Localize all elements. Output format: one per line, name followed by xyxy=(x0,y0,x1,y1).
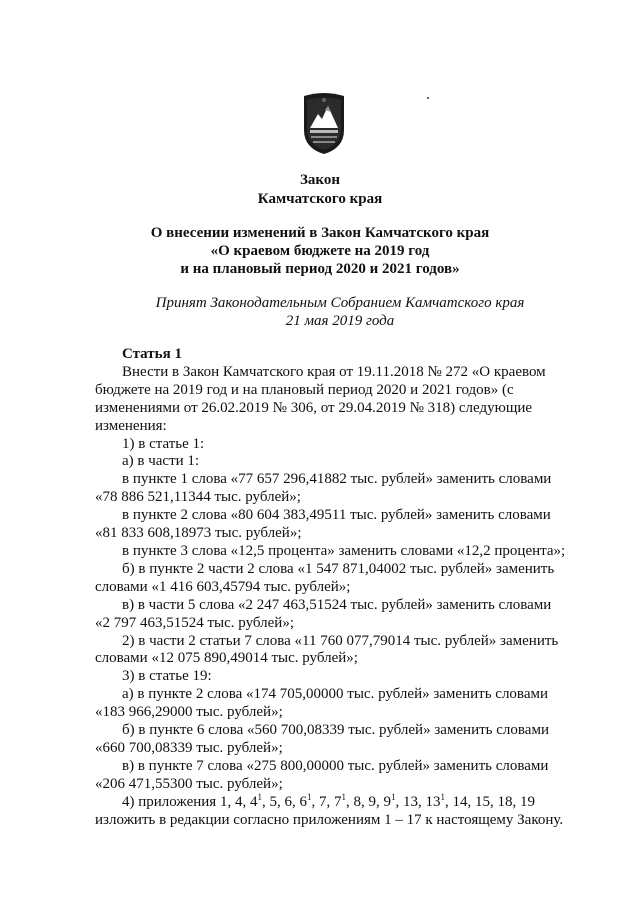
item-line: б) в пункте 2 части 2 слова «1 547 871,04002 тыс. рублей» заменить xyxy=(122,560,555,577)
subject-line-1: О внесении изменений в Закон Камчатского края xyxy=(150,225,490,241)
article-body xyxy=(95,346,570,829)
intro-line-3: изменениями от 26.02.2019 № 306, от 29.04.2019 № 318) следующие xyxy=(95,399,533,416)
intro-line-4: изменения: xyxy=(95,417,167,434)
subject-line-3: и на плановый период 2020 и 2021 годов» xyxy=(180,261,460,277)
item-line: словами «12 075 890,49014 тыс. рублей»; xyxy=(95,650,358,667)
scan-speck xyxy=(427,97,429,99)
appendix-part: , 5, 6, 6 xyxy=(261,793,307,810)
item-line: а) в части 1: xyxy=(122,453,200,470)
appendix-part: 4) приложения 1, 4, 4 xyxy=(122,793,258,810)
item-line: в пункте 1 слова «77 657 296,41882 тыс. рублей» заменить словами xyxy=(122,471,552,488)
item-line: в пункте 3 слова «12,5 процента» заменить словами «12,2 процента»; xyxy=(122,542,566,559)
adopted-line-2: 21 мая 2019 года xyxy=(285,313,395,329)
superscript: 1 xyxy=(306,791,312,802)
item-line: 3) в статье 19: xyxy=(122,668,212,685)
law-title: Закон xyxy=(299,172,340,188)
item-line: в) в пункте 7 слова «275 800,00000 тыс. рублей» заменить словами xyxy=(122,757,549,774)
item-line: изложить в редакции согласно приложениям 1 – 17 к настоящему Закону. xyxy=(95,811,564,828)
item-line: «2 797 463,51524 тыс. рублей»; xyxy=(95,614,294,631)
subject-line-2: «О краевом бюджете на 2019 год xyxy=(210,243,430,259)
superscript: 1 xyxy=(341,791,346,802)
article-title: Статья 1 xyxy=(122,346,182,362)
intro-line-2: бюджете на 2019 год и на плановый период 2020 и 2021 годов» (с xyxy=(95,381,514,398)
appendix-part: , 13, 13 xyxy=(395,793,441,810)
item-line: «183 966,29000 тыс. рублей»; xyxy=(95,704,283,721)
item-line: «81 833 608,18973 тыс. рублей»; xyxy=(95,525,302,542)
intro-line-1: Внести в Закон Камчатского края от 19.11.2018 № 272 «О краевом xyxy=(122,363,546,380)
item-line: 2) в части 2 статьи 7 слова «11 760 077,79014 тыс. рублей» заменить xyxy=(122,632,559,649)
region-title: Камчатского края xyxy=(257,191,383,207)
item-line: б) в пункте 6 слова «560 700,08339 тыс. рублей» заменить словами xyxy=(122,722,549,739)
item-line: «206 471,55300 тыс. рублей»; xyxy=(95,775,283,792)
kamchatka-coat-of-arms-icon xyxy=(301,90,347,156)
superscript: 1 xyxy=(257,791,262,802)
item-line: а) в пункте 2 слова «174 705,00000 тыс. рублей» заменить словами xyxy=(122,686,548,703)
item-line: в) в части 5 слова «2 247 463,51524 тыс. рублей» заменить словами xyxy=(122,596,552,613)
appendix-part: , 8, 9, 9 xyxy=(345,793,391,810)
item-line: в пункте 2 слова «80 604 383,49511 тыс. рублей» заменить словами xyxy=(122,507,551,524)
item-line: «660 700,08339 тыс. рублей»; xyxy=(95,739,283,756)
item-line: «78 886 521,11344 тыс. рублей»; xyxy=(95,489,301,506)
superscript: 1 xyxy=(390,791,396,802)
item-line: словами «1 416 603,45794 тыс. рублей»; xyxy=(95,578,351,595)
superscript: 1 xyxy=(440,791,445,802)
adopted-line-1: Принят Законодательным Собранием Камчатского края xyxy=(155,295,525,311)
appendix-list-line xyxy=(95,791,570,812)
appendix-part: , 7, 7 xyxy=(311,793,342,810)
item-line: 1) в статье 1: xyxy=(122,435,205,452)
appendix-part: , 14, 15, 18, 19 xyxy=(444,793,535,810)
